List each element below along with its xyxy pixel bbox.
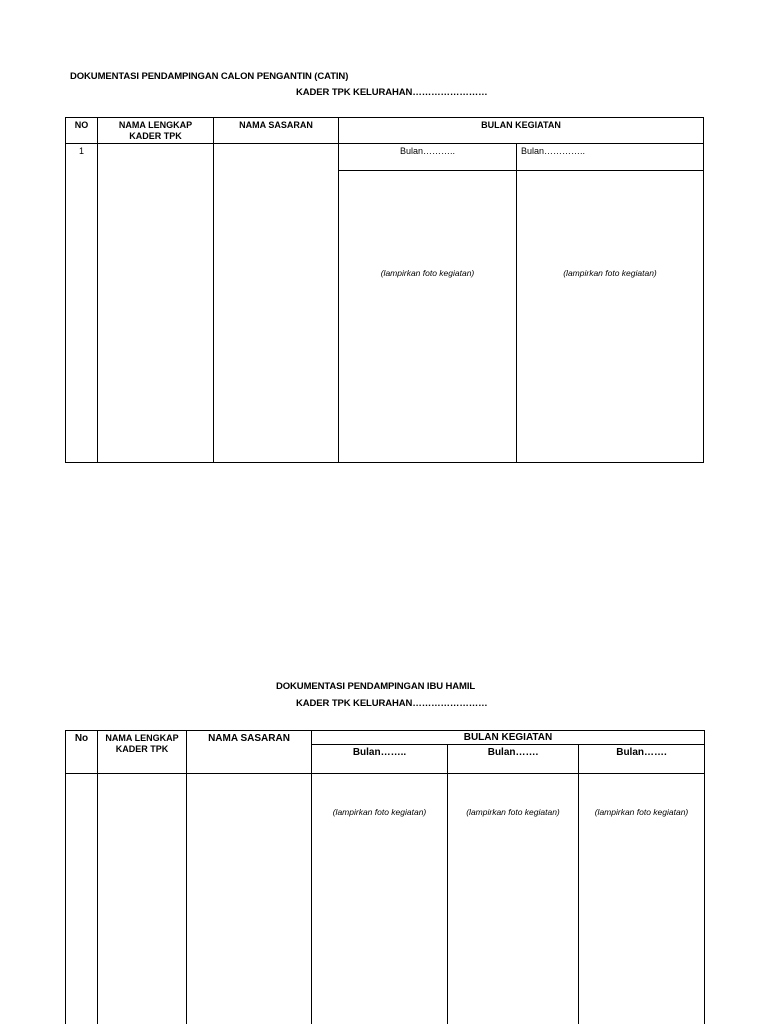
doc2-header-nama-sasaran: NAMA SASARAN: [187, 731, 312, 774]
doc1-month-1: Bulan………..: [339, 144, 517, 171]
doc1-photo-placeholder-1: (lampirkan foto kegiatan): [339, 171, 517, 463]
doc1-header-nama-lengkap-line1: NAMA LENGKAP: [118, 120, 193, 130]
doc2-cell-nama-lengkap: [98, 774, 187, 1024]
doc2-header-nama-lengkap-line1: NAMA LENGKAP: [105, 733, 179, 743]
doc1-row-no: 1: [66, 144, 98, 463]
doc1-cell-nama-lengkap: [98, 144, 214, 463]
doc2-month-2: Bulan…….: [448, 745, 579, 774]
doc2-photo-placeholder-2: (lampirkan foto kegiatan): [448, 774, 579, 1024]
doc2-header-nama-lengkap-line2: KADER TPK: [115, 744, 169, 754]
doc1-header-nama-lengkap: [98, 118, 214, 144]
doc2-cell-nama-sasaran: [187, 774, 312, 1024]
doc2-subtitle: KADER TPK KELURAHAN……………………: [296, 698, 488, 709]
doc1-cell-nama-sasaran: [214, 144, 339, 463]
doc2-month-3: Bulan…….: [579, 745, 705, 774]
doc1-photo-placeholder-2: (lampirkan foto kegiatan): [517, 171, 704, 463]
doc1-header-nama-sasaran: NAMA SASARAN: [214, 118, 339, 144]
doc1-header-nama-lengkap-line2: KADER TPK: [129, 131, 182, 141]
doc2-month-1: Bulan……..: [312, 745, 448, 774]
doc1-table: [65, 117, 704, 463]
doc2-header-nama-lengkap: [98, 731, 187, 774]
doc2-title: DOKUMENTASI PENDAMPINGAN IBU HAMIL: [276, 681, 476, 692]
doc1-header-no: NO: [66, 118, 98, 144]
doc2-photo-placeholder-3: (lampirkan foto kegiatan): [579, 774, 705, 1024]
doc2-header-no: No: [66, 731, 98, 774]
doc1-subtitle: KADER TPK KELURAHAN……………………: [296, 87, 488, 98]
doc1-title: DOKUMENTASI PENDAMPINGAN CALON PENGANTIN (CATIN): [70, 71, 349, 82]
doc1-header-bulan-kegiatan: BULAN KEGIATAN: [339, 118, 704, 144]
doc1-month-2: Bulan…………..: [517, 144, 704, 171]
doc2-header-bulan-kegiatan: BULAN KEGIATAN: [312, 731, 705, 745]
doc2-cell-no: [66, 774, 98, 1024]
doc2-photo-placeholder-1: (lampirkan foto kegiatan): [312, 774, 448, 1024]
doc2-table: [65, 730, 705, 1024]
